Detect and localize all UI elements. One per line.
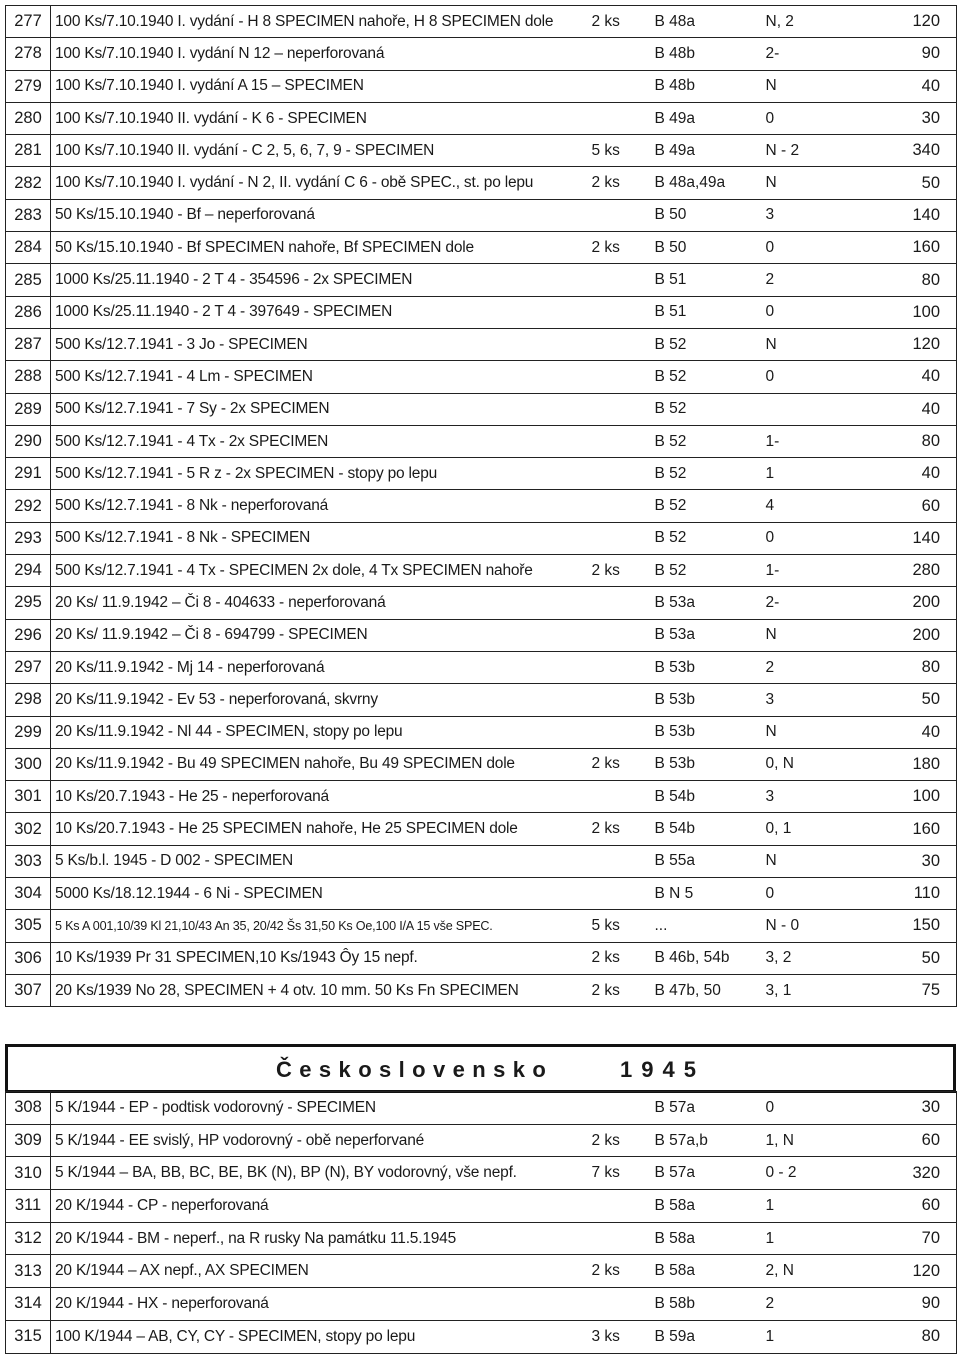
row-description: 10 Ks/1939 Pr 31 SPECIMEN,10 Ks/1943 Ôy 15 nepf.	[51, 942, 588, 974]
table-row	[6, 458, 957, 490]
row-condition: N - 2	[760, 135, 847, 167]
row-price: 110	[847, 878, 957, 910]
row-quantity	[588, 102, 647, 134]
row-description: 50 Ks/15.10.1940 - Bf – neperforovaná	[51, 199, 588, 231]
row-condition: 3, 1	[760, 974, 847, 1006]
row-price: 60	[847, 1190, 957, 1223]
row-price: 75	[847, 974, 957, 1006]
row-catalog-ref: B 46b, 54b	[647, 942, 760, 974]
row-catalog-ref: B 52	[647, 361, 760, 393]
row-condition: 3	[760, 684, 847, 716]
row-price: 30	[847, 845, 957, 877]
row-condition: 1-	[760, 425, 847, 457]
row-quantity	[588, 38, 647, 70]
table-row	[6, 878, 957, 910]
row-condition: 0	[760, 361, 847, 393]
table-row	[6, 619, 957, 651]
row-number: 301	[6, 781, 51, 813]
row-quantity	[588, 328, 647, 360]
row-quantity	[588, 1222, 647, 1255]
row-number: 278	[6, 38, 51, 70]
row-number: 307	[6, 974, 51, 1006]
row-number: 300	[6, 748, 51, 780]
table-row	[6, 296, 957, 328]
table-row	[6, 361, 957, 393]
section-title: Československo	[276, 1057, 554, 1082]
row-description: 500 Ks/12.7.1941 - 4 Tx - SPECIMEN 2x dole, 4 Tx SPECIMEN nahoře	[51, 555, 588, 587]
row-quantity	[588, 781, 647, 813]
row-description: 500 Ks/12.7.1941 - 8 Nk - neperforovaná	[51, 490, 588, 522]
row-condition: 0, N	[760, 748, 847, 780]
row-quantity	[588, 199, 647, 231]
table-row	[6, 748, 957, 780]
row-description: 100 Ks/7.10.1940 II. vydání - C 2, 5, 6, 7, 9 - SPECIMEN	[51, 135, 588, 167]
row-catalog-ref: B 54b	[647, 813, 760, 845]
row-quantity	[588, 458, 647, 490]
row-price: 80	[847, 1320, 957, 1353]
row-description: 20 Ks/11.9.1942 - Mj 14 - neperforovaná	[51, 651, 588, 683]
row-description: 20 K/1944 - BM - neperf., na R rusky Na památku 11.5.1945	[51, 1222, 588, 1255]
table-row	[6, 1124, 957, 1157]
row-condition: 0	[760, 296, 847, 328]
row-price: 320	[847, 1157, 957, 1190]
row-description: 500 Ks/12.7.1941 - 4 Lm - SPECIMEN	[51, 361, 588, 393]
row-catalog-ref: B 53b	[647, 684, 760, 716]
row-description: 100 Ks/7.10.1940 II. vydání - K 6 - SPECIMEN	[51, 102, 588, 134]
row-description: 5 K/1944 – BA, BB, BC, BE, BK (N), BP (N), BY vodorovný, vše nepf.	[51, 1157, 588, 1190]
row-condition: 0	[760, 522, 847, 554]
row-description: 500 Ks/12.7.1941 - 4 Tx - 2x SPECIMEN	[51, 425, 588, 457]
row-catalog-ref: B 52	[647, 522, 760, 554]
table-row	[6, 199, 957, 231]
row-quantity	[588, 651, 647, 683]
row-quantity: 5 ks	[588, 135, 647, 167]
row-quantity	[588, 684, 647, 716]
table-row	[6, 490, 957, 522]
table-row	[6, 264, 957, 296]
row-condition: 1	[760, 458, 847, 490]
row-condition: 0 - 2	[760, 1157, 847, 1190]
row-description: 20 Ks/11.9.1942 - Ev 53 - neperforovaná, skvrny	[51, 684, 588, 716]
row-price: 40	[847, 361, 957, 393]
row-catalog-ref: B 48b	[647, 38, 760, 70]
row-number: 308	[6, 1092, 51, 1125]
row-description: 10 Ks/20.7.1943 - He 25 SPECIMEN nahoře, He 25 SPECIMEN dole	[51, 813, 588, 845]
table-row	[6, 102, 957, 134]
row-number: 283	[6, 199, 51, 231]
row-price: 30	[847, 1092, 957, 1125]
row-number: 304	[6, 878, 51, 910]
row-quantity	[588, 878, 647, 910]
row-catalog-ref: B 55a	[647, 845, 760, 877]
row-number: 306	[6, 942, 51, 974]
row-catalog-ref: B 58a	[647, 1255, 760, 1288]
row-quantity	[588, 845, 647, 877]
row-catalog-ref: B 58b	[647, 1288, 760, 1321]
row-number: 282	[6, 167, 51, 199]
row-catalog-ref: B 57a,b	[647, 1124, 760, 1157]
row-price: 50	[847, 942, 957, 974]
row-condition: 2, N	[760, 1255, 847, 1288]
row-price: 120	[847, 328, 957, 360]
row-description: 500 Ks/12.7.1941 - 7 Sy - 2x SPECIMEN	[51, 393, 588, 425]
table-row	[6, 70, 957, 102]
table-row	[6, 38, 957, 70]
table-row	[6, 555, 957, 587]
row-number: 288	[6, 361, 51, 393]
row-number: 289	[6, 393, 51, 425]
row-number: 280	[6, 102, 51, 134]
row-price: 50	[847, 167, 957, 199]
row-price: 50	[847, 684, 957, 716]
row-price: 120	[847, 1255, 957, 1288]
table-row	[6, 1288, 957, 1321]
row-catalog-ref: B 52	[647, 425, 760, 457]
row-catalog-ref: B 51	[647, 264, 760, 296]
row-catalog-ref: B 48b	[647, 70, 760, 102]
row-quantity: 2 ks	[588, 942, 647, 974]
row-price: 280	[847, 555, 957, 587]
row-condition: 2-	[760, 38, 847, 70]
row-number: 290	[6, 425, 51, 457]
row-quantity: 2 ks	[588, 813, 647, 845]
row-number: 302	[6, 813, 51, 845]
table-row	[6, 1255, 957, 1288]
row-price: 120	[847, 6, 957, 38]
row-description: 20 Ks/ 11.9.1942 – Či 8 - 404633 - neperforovaná	[51, 587, 588, 619]
row-quantity: 5 ks	[588, 910, 647, 942]
row-quantity: 2 ks	[588, 6, 647, 38]
row-description: 20 Ks/11.9.1942 - Nl 44 - SPECIMEN, stopy po lepu	[51, 716, 588, 748]
row-number: 291	[6, 458, 51, 490]
row-condition: N	[760, 70, 847, 102]
row-condition: 1	[760, 1190, 847, 1223]
row-price: 80	[847, 651, 957, 683]
row-number: 298	[6, 684, 51, 716]
row-description: 20 K/1944 - HX - neperforovaná	[51, 1288, 588, 1321]
row-condition: 3, 2	[760, 942, 847, 974]
table-row	[6, 425, 957, 457]
row-catalog-ref: B 50	[647, 232, 760, 264]
table-row	[6, 716, 957, 748]
table-row	[6, 1222, 957, 1255]
row-price: 150	[847, 910, 957, 942]
row-condition: 0	[760, 232, 847, 264]
row-condition: N, 2	[760, 6, 847, 38]
row-number: 314	[6, 1288, 51, 1321]
row-catalog-ref: B 50	[647, 199, 760, 231]
row-catalog-ref: B 52	[647, 458, 760, 490]
table-row	[6, 781, 957, 813]
table-row	[6, 974, 957, 1006]
table-row	[6, 1157, 957, 1190]
row-quantity	[588, 1288, 647, 1321]
row-quantity	[588, 1190, 647, 1223]
row-price: 140	[847, 199, 957, 231]
table-row	[6, 393, 957, 425]
row-catalog-ref: B 52	[647, 393, 760, 425]
row-price: 30	[847, 102, 957, 134]
row-quantity	[588, 522, 647, 554]
table-row	[6, 167, 957, 199]
row-catalog-ref: B 48a,49a	[647, 167, 760, 199]
row-quantity	[588, 264, 647, 296]
row-condition: 2-	[760, 587, 847, 619]
row-catalog-ref: B N 5	[647, 878, 760, 910]
row-quantity: 2 ks	[588, 748, 647, 780]
row-price: 160	[847, 813, 957, 845]
row-condition: 3	[760, 781, 847, 813]
row-quantity: 2 ks	[588, 555, 647, 587]
row-number: 277	[6, 6, 51, 38]
row-price: 80	[847, 264, 957, 296]
row-price: 160	[847, 232, 957, 264]
row-condition: N - 0	[760, 910, 847, 942]
table-row	[6, 813, 957, 845]
row-catalog-ref: B 54b	[647, 781, 760, 813]
row-condition: 0	[760, 878, 847, 910]
row-quantity	[588, 490, 647, 522]
row-number: 297	[6, 651, 51, 683]
row-catalog-ref: B 58a	[647, 1222, 760, 1255]
row-quantity	[588, 1092, 647, 1125]
row-number: 281	[6, 135, 51, 167]
row-condition: 3	[760, 199, 847, 231]
table-row	[6, 328, 957, 360]
row-catalog-ref: B 49a	[647, 135, 760, 167]
table-row	[6, 6, 957, 38]
row-description: 20 K/1944 - CP - neperforovaná	[51, 1190, 588, 1223]
row-catalog-ref: B 57a	[647, 1092, 760, 1125]
row-condition: 2	[760, 264, 847, 296]
table-row	[6, 135, 957, 167]
row-number: 312	[6, 1222, 51, 1255]
row-number: 313	[6, 1255, 51, 1288]
row-price: 90	[847, 38, 957, 70]
row-description: 1000 Ks/25.11.1940 - 2 T 4 - 354596 - 2x SPECIMEN	[51, 264, 588, 296]
row-catalog-ref: B 53a	[647, 587, 760, 619]
row-description: 20 Ks/11.9.1942 - Bu 49 SPECIMEN nahoře, Bu 49 SPECIMEN dole	[51, 748, 588, 780]
row-quantity	[588, 70, 647, 102]
row-condition: 0	[760, 1092, 847, 1125]
row-condition	[760, 393, 847, 425]
row-description: 100 Ks/7.10.1940 I. vydání - N 2, II. vydání C 6 - obě SPEC., st. po lepu	[51, 167, 588, 199]
row-catalog-ref: B 57a	[647, 1157, 760, 1190]
row-condition: 1	[760, 1222, 847, 1255]
row-number: 309	[6, 1124, 51, 1157]
row-quantity: 2 ks	[588, 974, 647, 1006]
row-condition: N	[760, 845, 847, 877]
row-condition: 2	[760, 651, 847, 683]
row-catalog-ref: B 48a	[647, 6, 760, 38]
row-price: 200	[847, 619, 957, 651]
row-description: 5 Ks/b.l. 1945 - D 002 - SPECIMEN	[51, 845, 588, 877]
table-row	[6, 587, 957, 619]
row-quantity	[588, 716, 647, 748]
catalog-table-bottom	[5, 1091, 957, 1354]
row-quantity: 2 ks	[588, 167, 647, 199]
row-catalog-ref: B 49a	[647, 102, 760, 134]
row-number: 295	[6, 587, 51, 619]
table-row	[6, 1190, 957, 1223]
row-price: 70	[847, 1222, 957, 1255]
row-price: 90	[847, 1288, 957, 1321]
row-condition: 1-	[760, 555, 847, 587]
row-quantity	[588, 425, 647, 457]
row-quantity: 2 ks	[588, 1124, 647, 1157]
table-row	[6, 942, 957, 974]
row-catalog-ref: B 53b	[647, 716, 760, 748]
row-condition: 1, N	[760, 1124, 847, 1157]
row-description: 5 K/1944 - EE svislý, HP vodorovný - obě neperforvané	[51, 1124, 588, 1157]
row-quantity: 2 ks	[588, 1255, 647, 1288]
row-number: 305	[6, 910, 51, 942]
row-price: 40	[847, 716, 957, 748]
row-catalog-ref: B 51	[647, 296, 760, 328]
row-condition: N	[760, 716, 847, 748]
catalog-table-top	[5, 5, 957, 1007]
row-condition: N	[760, 619, 847, 651]
row-quantity: 3 ks	[588, 1320, 647, 1353]
row-number: 303	[6, 845, 51, 877]
row-quantity: 2 ks	[588, 232, 647, 264]
row-description: 5 Ks A 001,10/39 Kl 21,10/43 An 35, 20/42 Šs 31,50 Ks Oe,100 I/A 15 vše SPEC.	[51, 910, 588, 942]
table-row	[6, 1320, 957, 1353]
row-number: 296	[6, 619, 51, 651]
row-price: 140	[847, 522, 957, 554]
row-description: 20 Ks/ 11.9.1942 – Či 8 - 694799 - SPECIMEN	[51, 619, 588, 651]
row-price: 60	[847, 1124, 957, 1157]
row-price: 180	[847, 748, 957, 780]
row-condition: 0, 1	[760, 813, 847, 845]
row-catalog-ref: B 53b	[647, 651, 760, 683]
table-row	[6, 651, 957, 683]
table-row	[6, 910, 957, 942]
table-row	[6, 232, 957, 264]
section-header	[5, 1044, 956, 1093]
row-condition: 4	[760, 490, 847, 522]
row-number: 310	[6, 1157, 51, 1190]
row-quantity	[588, 393, 647, 425]
row-catalog-ref: B 53a	[647, 619, 760, 651]
row-description: 500 Ks/12.7.1941 - 3 Jo - SPECIMEN	[51, 328, 588, 360]
row-quantity	[588, 619, 647, 651]
row-number: 279	[6, 70, 51, 102]
table-row	[6, 845, 957, 877]
row-price: 200	[847, 587, 957, 619]
row-condition: 2	[760, 1288, 847, 1321]
row-catalog-ref: ...	[647, 910, 760, 942]
table-row	[6, 684, 957, 716]
row-condition: 1	[760, 1320, 847, 1353]
row-price: 40	[847, 458, 957, 490]
row-number: 293	[6, 522, 51, 554]
row-description: 100 Ks/7.10.1940 I. vydání - H 8 SPECIMEN nahoře, H 8 SPECIMEN dole	[51, 6, 588, 38]
table-row	[6, 1092, 957, 1125]
row-price: 100	[847, 296, 957, 328]
row-description: 500 Ks/12.7.1941 - 5 R z - 2x SPECIMEN - stopy po lepu	[51, 458, 588, 490]
row-quantity: 7 ks	[588, 1157, 647, 1190]
row-description: 100 Ks/7.10.1940 I. vydání A 15 – SPECIMEN	[51, 70, 588, 102]
row-price: 100	[847, 781, 957, 813]
row-number: 294	[6, 555, 51, 587]
row-price: 40	[847, 393, 957, 425]
row-quantity	[588, 296, 647, 328]
section-year: 1945	[620, 1057, 705, 1082]
row-description: 10 Ks/20.7.1943 - He 25 - neperforovaná	[51, 781, 588, 813]
row-description: 5000 Ks/18.12.1944 - 6 Ni - SPECIMEN	[51, 878, 588, 910]
row-condition: N	[760, 328, 847, 360]
row-description: 20 Ks/1939 No 28, SPECIMEN + 4 otv. 10 mm. 50 Ks Fn SPECIMEN	[51, 974, 588, 1006]
row-description: 100 Ks/7.10.1940 I. vydání N 12 – neperforovaná	[51, 38, 588, 70]
row-quantity	[588, 587, 647, 619]
row-description: 50 Ks/15.10.1940 - Bf SPECIMEN nahoře, Bf SPECIMEN dole	[51, 232, 588, 264]
row-catalog-ref: B 52	[647, 328, 760, 360]
row-number: 311	[6, 1190, 51, 1223]
row-price: 40	[847, 70, 957, 102]
row-number: 287	[6, 328, 51, 360]
row-price: 80	[847, 425, 957, 457]
row-description: 1000 Ks/25.11.1940 - 2 T 4 - 397649 - SPECIMEN	[51, 296, 588, 328]
row-catalog-ref: B 52	[647, 490, 760, 522]
row-condition: 0	[760, 102, 847, 134]
row-description: 20 K/1944 – AX nepf., AX SPECIMEN	[51, 1255, 588, 1288]
row-catalog-ref: B 47b, 50	[647, 974, 760, 1006]
row-number: 284	[6, 232, 51, 264]
row-price: 60	[847, 490, 957, 522]
row-price: 340	[847, 135, 957, 167]
row-number: 299	[6, 716, 51, 748]
row-quantity	[588, 361, 647, 393]
row-number: 315	[6, 1320, 51, 1353]
row-condition: N	[760, 167, 847, 199]
row-catalog-ref: B 58a	[647, 1190, 760, 1223]
row-catalog-ref: B 53b	[647, 748, 760, 780]
row-description: 500 Ks/12.7.1941 - 8 Nk - SPECIMEN	[51, 522, 588, 554]
row-catalog-ref: B 52	[647, 555, 760, 587]
row-description: 5 K/1944 - EP - podtisk vodorovný - SPECIMEN	[51, 1092, 588, 1125]
row-catalog-ref: B 59a	[647, 1320, 760, 1353]
table-row	[6, 522, 957, 554]
row-number: 286	[6, 296, 51, 328]
row-number: 285	[6, 264, 51, 296]
row-number: 292	[6, 490, 51, 522]
row-description: 100 K/1944 – AB, CY, CY - SPECIMEN, stopy po lepu	[51, 1320, 588, 1353]
